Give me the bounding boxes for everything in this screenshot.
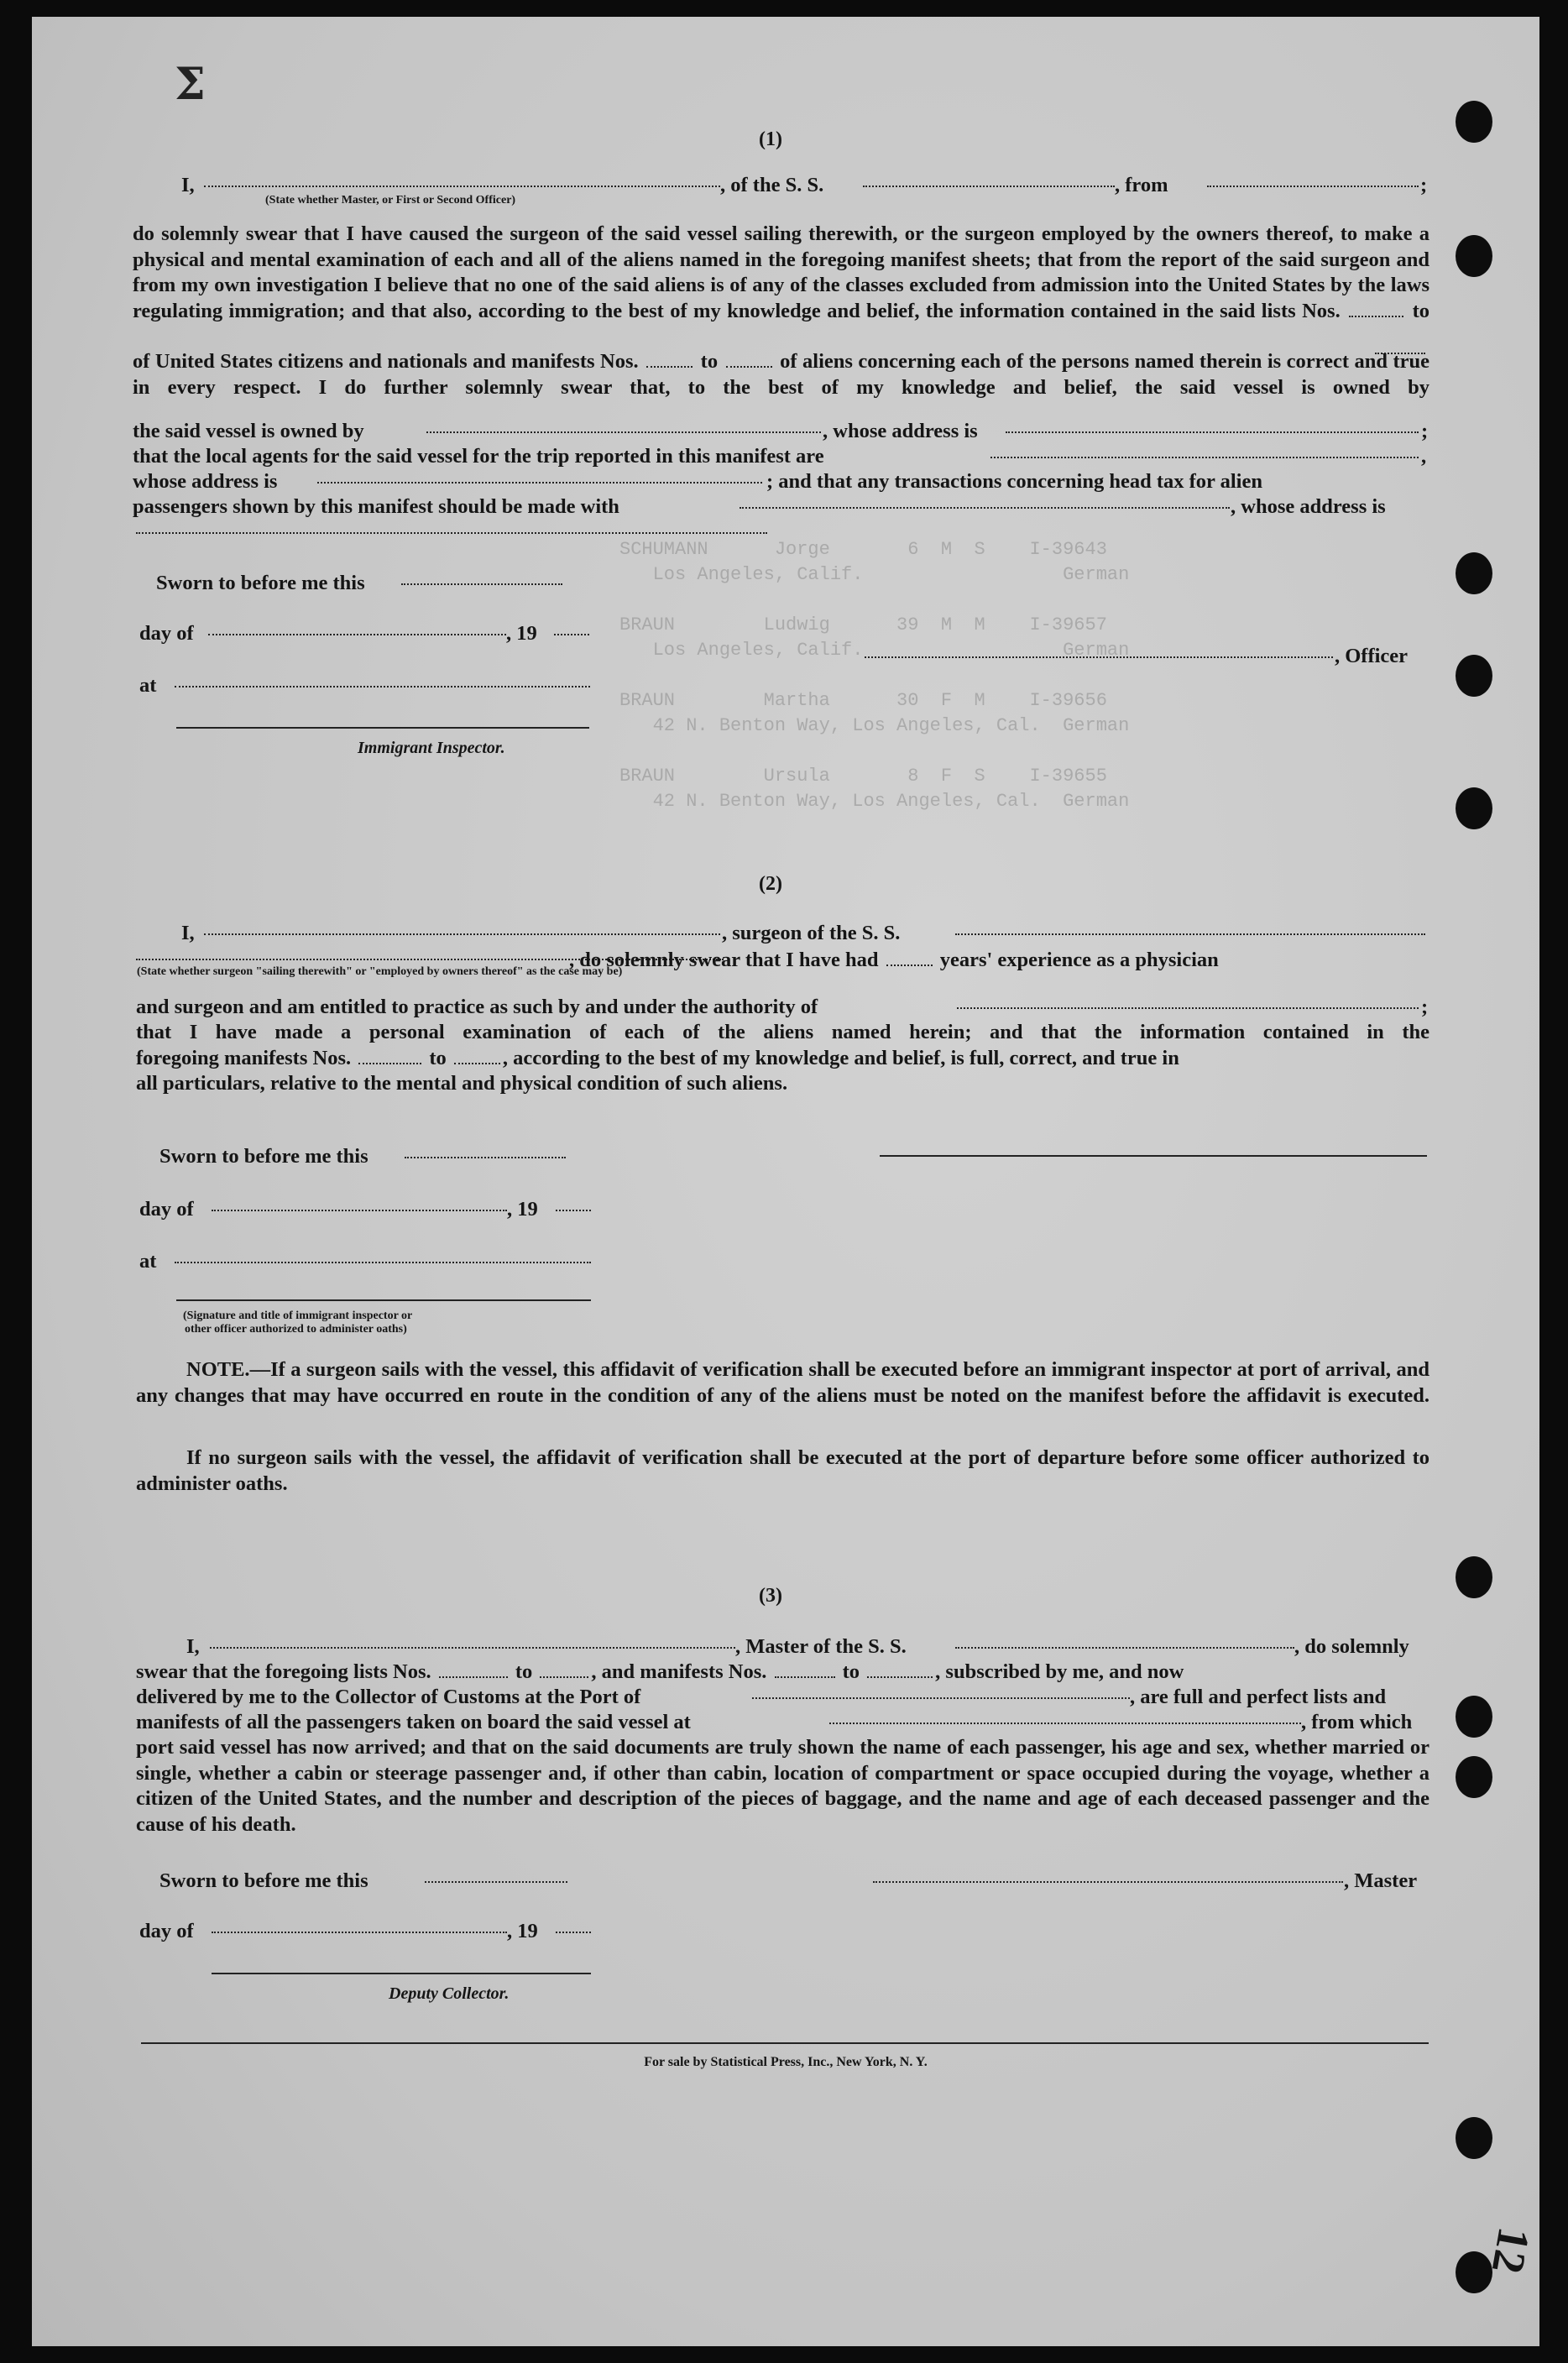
all-particulars-text: all particulars, relative to the mental and physical condition of such aliens. xyxy=(136,1072,788,1095)
surgeon-status-note: (State whether surgeon "sailing therewith" or "employed by owners thereof" as the case may be) xyxy=(137,965,623,978)
authority-field[interactable] xyxy=(957,1007,1419,1009)
inspector-signature-line[interactable] xyxy=(176,727,589,729)
sworn-day-field-1[interactable] xyxy=(401,583,562,585)
entitled-label: and surgeon and am entitled to practice as such by and under the authority of xyxy=(136,996,818,1018)
section-1-officer-line xyxy=(181,173,195,198)
punch-hole xyxy=(1456,787,1492,829)
master-lists-from-field[interactable] xyxy=(439,1660,508,1678)
corner-mark: Σ xyxy=(175,59,201,110)
manifests-label: manifests of all the passengers taken on board the said vessel at xyxy=(136,1711,691,1733)
head-tax-text: ; and that any transactions concerning head tax for alien xyxy=(766,470,1262,493)
sworn-label-3: Sworn to before me this xyxy=(159,1869,368,1892)
place-field-1[interactable] xyxy=(175,686,590,687)
local-agents-label: that the local agents for the said vessel for the trip reported in this manifest are xyxy=(133,445,824,468)
section-1-oath-paragraph: do solemnly swear that I have caused the surgeon of the said vessel sailing therewith, or the surgeon employed by the owners thereof, to make a physical and mental examination of each and all of the aliens named in the foregoing manifest sheets; that from the report of the said surgeon and from my own investigation I believe that no one of the said aliens is of any of the classes excluded from admission into the United States by the laws regulating immigration; and that also, according to the best of my knowledge and belief, the information contained in the said lists Nos. to xyxy=(133,222,1430,322)
master-name-field[interactable] xyxy=(210,1647,735,1649)
side-page-number: 12 xyxy=(1482,2224,1539,2277)
master-lists-to-field[interactable] xyxy=(540,1660,588,1678)
section-1-oath-paragraph-2: of United States citizens and nationals and manifests Nos. to of aliens concerning each of the persons named therein is correct and true in every respect. I do further solemnly swear that, to the best of my knowledge and belief, the said vessel is owned by xyxy=(133,350,1430,399)
port-field[interactable] xyxy=(752,1697,1130,1699)
place-field-2[interactable] xyxy=(175,1262,591,1263)
master-manifests-from-field[interactable] xyxy=(775,1660,835,1678)
whose-address-label-2: , whose address is xyxy=(1231,495,1386,518)
officer-name-field[interactable] xyxy=(204,186,720,187)
section-1-number: (1) xyxy=(759,128,782,150)
vessel-name-field[interactable] xyxy=(863,186,1115,187)
year-label-3: , 19 xyxy=(507,1920,538,1942)
surgeon-name-field[interactable] xyxy=(204,933,720,935)
section-2-number: (2) xyxy=(759,873,782,895)
footer-rule xyxy=(141,2042,1429,2044)
at-label-1: at xyxy=(139,674,157,697)
foregoing-lists-line: swear that the foregoing lists Nos. to , and manifests Nos. to , subscribed by me, and now xyxy=(136,1660,1184,1683)
year-label-1: , 19 xyxy=(506,622,537,645)
surgeon-manifests-from-field[interactable] xyxy=(358,1046,421,1064)
month-field-1[interactable] xyxy=(208,634,506,635)
head-tax-address-field[interactable] xyxy=(136,532,767,534)
from-which-label: , from which xyxy=(1301,1711,1413,1733)
deputy-collector-signature-line[interactable] xyxy=(212,1973,591,1974)
do-solemnly-label: , do solemnly xyxy=(1294,1635,1409,1658)
owner-name-field[interactable] xyxy=(426,431,821,433)
punch-hole xyxy=(1456,2117,1492,2159)
manifests-no-from-field[interactable] xyxy=(646,349,693,368)
embark-port-field[interactable] xyxy=(829,1723,1301,1724)
master-signature-field[interactable] xyxy=(873,1881,1343,1883)
owner-address-field[interactable] xyxy=(1006,431,1419,433)
signature-title-note-1: (Signature and title of immigrant inspector or xyxy=(183,1310,413,1322)
sworn-label-1: Sworn to before me this xyxy=(156,572,365,594)
punch-hole xyxy=(1456,655,1492,697)
semicolon: ; xyxy=(1421,996,1429,1018)
manifests-no-to-field[interactable] xyxy=(726,349,772,368)
manifest-affidavit-page xyxy=(32,17,1539,2346)
year-field-2[interactable] xyxy=(556,1210,591,1211)
sworn-day-field-3[interactable] xyxy=(425,1881,567,1883)
of-the-ss-label: , of the S. S. xyxy=(720,174,824,196)
section-3-number: (3) xyxy=(759,1585,782,1607)
officer-label: , Officer xyxy=(1335,645,1409,667)
semicolon: ; xyxy=(1421,420,1429,442)
punch-hole xyxy=(1456,1556,1492,1598)
master-of-ss-label: , Master of the S. S. xyxy=(735,1635,907,1658)
owned-by-line: the said vessel is owned by xyxy=(133,420,364,442)
sworn-label-2: Sworn to before me this xyxy=(159,1145,368,1168)
day-of-label-2: day of xyxy=(139,1198,194,1221)
label-i: I, xyxy=(186,1635,200,1658)
officer-signature-field[interactable] xyxy=(865,656,1333,658)
day-of-label-3: day of xyxy=(139,1920,194,1942)
comma: , xyxy=(1421,445,1427,468)
immigrant-inspector-caption: Immigrant Inspector. xyxy=(358,739,505,757)
from-port-field[interactable] xyxy=(1207,186,1419,187)
surgeon-manifests-to-field[interactable] xyxy=(454,1046,500,1064)
master-vessel-field[interactable] xyxy=(955,1647,1294,1649)
surgeon-of-ss-label: , surgeon of the S. S. xyxy=(722,922,901,944)
semicolon: ; xyxy=(1420,174,1428,196)
at-label-2: at xyxy=(139,1250,157,1273)
foregoing-manifests-line: foregoing manifests Nos. to , according to the best of my knowledge and belief, is full, correct, and true in xyxy=(136,1047,1179,1069)
surgeon-vessel-field[interactable] xyxy=(955,933,1425,935)
whose-address-label: whose address is xyxy=(133,470,278,493)
officer-signature-line-2[interactable] xyxy=(176,1299,591,1301)
bleed-through-text: SCHUMANN Jorge 6 M S I-39643 Los Angeles, Calif. German BRAUN Ludwig 39 M M I-39657 Los Angeles, Calif. German BRAUN Martha 30 F M I-39656 42 N. Benton Way, Los Angeles, Cal. German BRAUN Ursula 8 F S I-39655 42 N. Benton Way, Los Angeles, Cal. German xyxy=(619,539,1130,812)
day-of-label-1: day of xyxy=(139,622,194,645)
officer-title-note: (State whether Master, or First or Second Officer) xyxy=(265,194,516,207)
lists-no-from-field[interactable] xyxy=(1349,299,1403,317)
label-i: I, xyxy=(181,922,195,944)
head-tax-party-field[interactable] xyxy=(740,507,1230,509)
punch-hole xyxy=(1456,552,1492,594)
printer-imprint: For sale by Statistical Press, Inc., New York, N. Y. xyxy=(644,2055,928,2069)
full-perfect-label: , are full and perfect lists and xyxy=(1130,1686,1387,1708)
delivered-label: delivered by me to the Collector of Customs at the Port of xyxy=(136,1686,641,1708)
punch-hole xyxy=(1456,101,1492,143)
do-solemnly-swear-text: , do solemnly swear that I have had years' experience as a physician xyxy=(569,949,1219,971)
passengers-label: passengers shown by this manifest should be made with xyxy=(133,495,619,518)
master-manifests-to-field[interactable] xyxy=(867,1660,933,1678)
sworn-day-field-2[interactable] xyxy=(405,1157,566,1158)
master-label: , Master xyxy=(1344,1869,1418,1892)
signature-title-note-2: other officer authorized to administer oaths) xyxy=(185,1323,407,1336)
from-label: , from xyxy=(1115,174,1168,196)
section-3-oath-paragraph: port said vessel has now arrived; and that on the said documents are truly shown the name of each passenger, his age and sex, whether married or single, whether a cabin or steerage passenger and, if other than cabin, location of compartment or space occupied during the voyage, whether a citizen of the United States, and the number and description of the pieces of baggage, and the name and age of each deceased passenger and the cause of his death. xyxy=(136,1736,1429,1836)
local-agents-field[interactable] xyxy=(990,457,1419,458)
note-paragraph: NOTE.—If a surgeon sails with the vessel, this affidavit of verification shall be executed before an immigrant inspector at port of arrival, and any changes that may have occurred en route in the condition of any of the aliens must be noted on the manifest before the affidavit is executed. xyxy=(136,1358,1429,1407)
personal-exam-text: that I have made a personal examination of each of the aliens named herein; and that the information contained in the xyxy=(136,1021,1429,1043)
note-paragraph-2: If no surgeon sails with the vessel, the affidavit of verification shall be executed at the port of departure before some officer authorized to administer oaths. xyxy=(136,1446,1429,1495)
years-experience-field[interactable] xyxy=(886,948,933,966)
deputy-collector-caption: Deputy Collector. xyxy=(389,1984,510,2003)
month-field-3[interactable] xyxy=(212,1932,507,1933)
year-field-3[interactable] xyxy=(556,1932,591,1933)
agents-address-field[interactable] xyxy=(317,482,762,484)
punch-hole xyxy=(1456,1696,1492,1738)
owner-address-label: , whose address is xyxy=(823,420,978,442)
month-field-2[interactable] xyxy=(212,1210,507,1211)
year-field-1[interactable] xyxy=(554,634,589,635)
punch-hole xyxy=(1456,235,1492,277)
year-label-2: , 19 xyxy=(507,1198,538,1221)
surgeon-signature-line[interactable] xyxy=(880,1155,1427,1157)
punch-hole xyxy=(1456,1756,1492,1798)
label-i: I, xyxy=(181,174,195,196)
